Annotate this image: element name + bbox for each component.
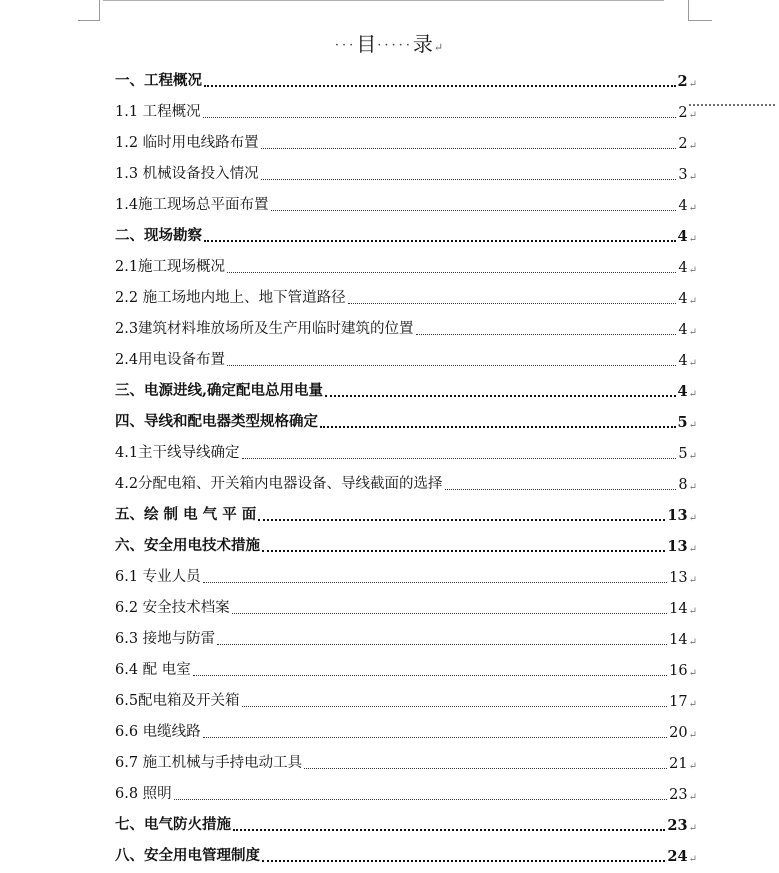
paragraph-mark-icon: ↵ xyxy=(688,79,697,90)
toc-entry-text: 二、现场勘察 xyxy=(115,227,202,244)
toc-page-number: 5 xyxy=(677,414,688,431)
toc-entry-text: 六、安全用电技术措施 xyxy=(115,537,260,554)
dot-leader xyxy=(204,240,676,242)
toc-page-number: 4 xyxy=(678,353,688,369)
toc-page-number: 13 xyxy=(669,570,688,586)
paragraph-mark-icon: ↵ xyxy=(688,482,697,493)
title-char-2: 录 xyxy=(412,32,434,56)
toc-page-number: 21 xyxy=(669,756,688,772)
toc-entry-text: 1.2 临时用电线路布置 xyxy=(115,135,259,151)
toc-section-entry[interactable] xyxy=(115,469,697,500)
toc-page-number: 13 xyxy=(667,507,688,524)
toc-page-number: 14 xyxy=(669,601,688,617)
paragraph-mark-icon: ↵ xyxy=(688,699,697,710)
paragraph-mark-icon: ↵ xyxy=(688,296,697,307)
toc-section-entry[interactable] xyxy=(115,283,697,314)
paragraph-mark-icon: ↵ xyxy=(688,792,697,803)
paragraph-mark-icon: ↵ xyxy=(688,730,697,741)
toc-entry-text: 三、电源进线,确定配电总用电量 xyxy=(115,382,324,399)
toc-page-number: 4 xyxy=(678,291,688,307)
paragraph-mark-icon: ↵ xyxy=(433,41,445,54)
toc-page-number: 17 xyxy=(669,694,688,710)
table-of-contents xyxy=(115,66,697,872)
crop-mark-top-left-horizontal xyxy=(78,20,100,21)
dot-leader xyxy=(233,829,665,831)
dot-leader xyxy=(445,489,677,490)
dot-leader xyxy=(261,179,677,180)
toc-entry-text: 七、电气防火措施 xyxy=(115,816,231,833)
toc-entry-text: 1.4施工现场总平面布置 xyxy=(115,197,269,213)
dot-leader xyxy=(320,426,676,428)
dot-leader xyxy=(242,706,668,707)
dot-leader xyxy=(203,582,667,583)
toc-section-entry[interactable] xyxy=(115,593,697,624)
toc-page-number: 20 xyxy=(669,725,688,741)
paragraph-mark-icon: ↵ xyxy=(688,823,697,834)
dot-leader xyxy=(258,519,665,521)
paragraph-mark-icon: ↵ xyxy=(688,606,697,617)
toc-section-entry[interactable] xyxy=(115,748,697,779)
paragraph-mark-icon: ↵ xyxy=(688,110,697,121)
toc-entry-text: 2.2 施工场地内地上、地下管道路径 xyxy=(115,290,346,306)
toc-entry-text: 4.2分配电箱、开关箱内电器设备、导线截面的选择 xyxy=(115,476,443,492)
title-char-1: 目 xyxy=(356,32,378,56)
toc-page-number: 4 xyxy=(677,228,688,245)
dot-leader xyxy=(204,85,676,87)
dot-leader xyxy=(193,675,667,676)
dot-leader xyxy=(325,395,675,397)
dot-leader xyxy=(203,117,677,118)
dot-leader xyxy=(348,303,677,304)
toc-section-entry[interactable] xyxy=(115,562,697,593)
dot-leader xyxy=(227,365,676,366)
toc-chapter-entry[interactable] xyxy=(115,221,697,252)
toc-section-entry[interactable] xyxy=(115,159,697,190)
toc-entry-text: 五、绘 制 电 气 平 面 xyxy=(115,506,257,523)
toc-section-entry[interactable] xyxy=(115,128,697,159)
dot-leader xyxy=(217,644,667,645)
toc-section-entry[interactable] xyxy=(115,252,697,283)
toc-page-number: 14 xyxy=(669,632,688,648)
toc-chapter-entry[interactable] xyxy=(115,407,697,438)
paragraph-mark-icon: ↵ xyxy=(688,420,697,431)
toc-page-number: 23 xyxy=(669,787,688,803)
paragraph-mark-icon: ↵ xyxy=(688,544,697,555)
toc-page-number: 16 xyxy=(669,663,688,679)
toc-section-entry[interactable] xyxy=(115,314,697,345)
dot-leader xyxy=(271,210,677,211)
toc-chapter-entry[interactable] xyxy=(115,531,697,562)
paragraph-mark-icon: ↵ xyxy=(688,575,697,586)
toc-section-entry[interactable] xyxy=(115,345,697,376)
toc-page-number: 4 xyxy=(677,383,688,400)
toc-section-entry[interactable] xyxy=(115,97,697,128)
toc-chapter-entry[interactable] xyxy=(115,810,697,841)
paragraph-mark-icon: ↵ xyxy=(688,637,697,648)
paragraph-mark-icon: ↵ xyxy=(688,358,697,369)
toc-section-entry[interactable] xyxy=(115,438,697,469)
toc-entry-text: 4.1主干线导线确定 xyxy=(115,445,240,461)
toc-entry-text: 6.1 专业人员 xyxy=(115,569,201,585)
dot-leader xyxy=(304,768,667,769)
dot-leader xyxy=(416,334,677,335)
paragraph-mark-icon: ↵ xyxy=(688,761,697,772)
toc-page-number: 24 xyxy=(667,848,688,865)
crop-mark-top-right xyxy=(688,0,689,20)
dot-leader xyxy=(227,272,676,273)
dot-leader xyxy=(203,737,667,738)
toc-entry-text: 6.4 配 电室 xyxy=(115,662,191,678)
overflow-dot-leader xyxy=(689,104,775,112)
dot-leader xyxy=(174,799,667,800)
dot-leader xyxy=(232,613,667,614)
toc-entry-text: 一、工程概况 xyxy=(115,72,202,89)
toc-chapter-entry[interactable] xyxy=(115,841,697,872)
toc-page-number: 3 xyxy=(678,167,688,183)
toc-section-entry[interactable] xyxy=(115,190,697,221)
toc-page-number: 23 xyxy=(667,817,688,834)
title-dots-mid: ····· xyxy=(377,38,413,53)
toc-entry-text: 6.3 接地与防雷 xyxy=(115,631,216,647)
toc-chapter-entry[interactable] xyxy=(115,500,697,531)
toc-page-number: 2 xyxy=(677,73,688,90)
paragraph-mark-icon: ↵ xyxy=(688,172,697,183)
dot-leader xyxy=(261,148,677,149)
title-dots-left: ··· xyxy=(334,38,357,53)
toc-entry-text: 四、导线和配电器类型规格确定 xyxy=(115,413,318,430)
toc-section-entry[interactable] xyxy=(115,686,697,717)
crop-mark-top-right-horizontal xyxy=(688,20,712,21)
toc-page-number: 2 xyxy=(678,136,688,152)
toc-page-number: 13 xyxy=(667,538,688,555)
toc-entry-text: 6.2 安全技术档案 xyxy=(115,600,230,616)
toc-entry-text: 2.3建筑材料堆放场所及生产用临时建筑的位置 xyxy=(115,321,414,337)
toc-entry-text: 6.6 电缆线路 xyxy=(115,724,201,740)
toc-entry-text: 6.7 施工机械与手持电动工具 xyxy=(115,755,303,771)
dot-leader xyxy=(242,458,677,459)
paragraph-mark-icon: ↵ xyxy=(688,668,697,679)
toc-entry-text: 6.5配电箱及开关箱 xyxy=(115,693,240,709)
toc-chapter-entry[interactable] xyxy=(115,66,697,97)
toc-page-number: 8 xyxy=(678,477,688,493)
paragraph-mark-icon: ↵ xyxy=(688,327,697,338)
toc-page-number: 5 xyxy=(678,446,688,462)
toc-entry-text: 1.1 工程概况 xyxy=(115,104,201,120)
toc-section-entry[interactable] xyxy=(115,717,697,748)
paragraph-mark-icon: ↵ xyxy=(688,234,697,245)
paragraph-mark-icon: ↵ xyxy=(688,141,697,152)
toc-chapter-entry[interactable] xyxy=(115,376,697,407)
toc-page-number: 4 xyxy=(678,260,688,276)
toc-section-entry[interactable] xyxy=(115,779,697,810)
paragraph-mark-icon: ↵ xyxy=(688,513,697,524)
dot-leader xyxy=(262,860,665,862)
toc-section-entry[interactable] xyxy=(115,624,697,655)
toc-title xyxy=(0,28,779,57)
toc-page-number: 4 xyxy=(678,322,688,338)
toc-entry-text: 1.3 机械设备投入情况 xyxy=(115,166,259,182)
toc-entry-text: 八、安全用电管理制度 xyxy=(115,847,260,864)
page-top-edge xyxy=(103,0,664,1)
toc-entry-text: 2.4用电设备布置 xyxy=(115,352,226,368)
toc-entry-text: 2.1施工现场概况 xyxy=(115,259,226,275)
toc-page-number: 4 xyxy=(678,198,688,214)
paragraph-mark-icon: ↵ xyxy=(688,854,697,865)
paragraph-mark-icon: ↵ xyxy=(688,203,697,214)
crop-mark-top-left xyxy=(99,0,100,20)
toc-page-number: 2 xyxy=(678,105,688,121)
paragraph-mark-icon: ↵ xyxy=(688,265,697,276)
paragraph-mark-icon: ↵ xyxy=(688,389,697,400)
toc-entry-text: 6.8 照明 xyxy=(115,786,172,802)
paragraph-mark-icon: ↵ xyxy=(688,451,697,462)
dot-leader xyxy=(262,550,665,552)
toc-section-entry[interactable] xyxy=(115,655,697,686)
